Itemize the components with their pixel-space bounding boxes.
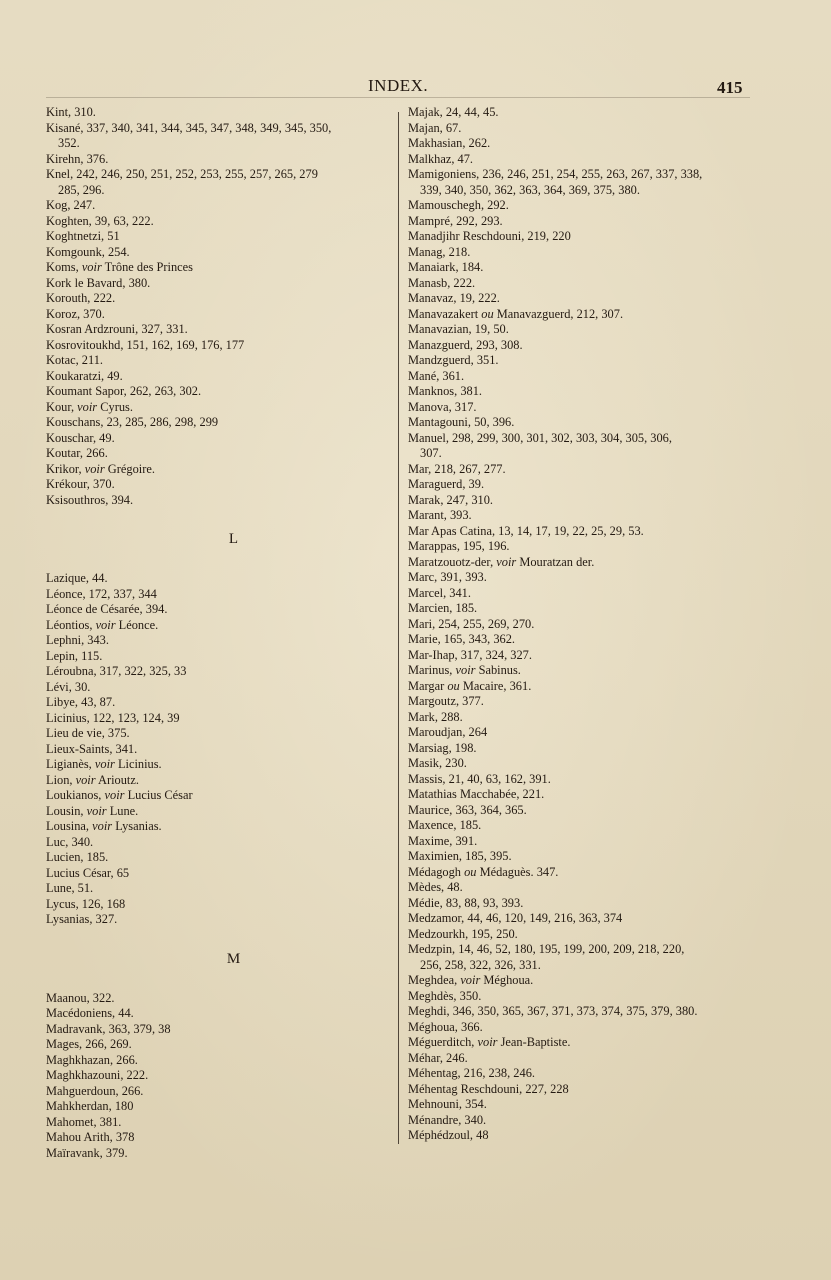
index-entry: Manuel, 298, 299, 300, 301, 302, 303, 304, 305, 306, 307. bbox=[408, 431, 753, 462]
index-entry: Lepin, 115. bbox=[46, 648, 103, 663]
index-entry: Manknos, 381. bbox=[408, 384, 482, 398]
index-entry: Koroz, 370. bbox=[46, 306, 105, 321]
cross-reference: voir bbox=[95, 617, 116, 632]
index-entry: Manasb, 222. bbox=[408, 275, 476, 290]
index-entry: Lousin, voir Lune. bbox=[46, 803, 139, 818]
index-entry: Mèdes, 48. bbox=[408, 880, 463, 894]
index-entry: Manavazian, 19, 50. bbox=[408, 322, 509, 336]
index-entry: Méhentag Reschdouni, 227, 228 bbox=[408, 1081, 569, 1096]
index-entry: Marinus, voir Sabinus. bbox=[408, 663, 521, 677]
index-entry: Manaiark, 184. bbox=[408, 260, 484, 274]
index-entry: Meghdès, 350. bbox=[408, 988, 482, 1003]
index-entry: Koghtnetzi, 51 bbox=[46, 229, 120, 243]
cross-reference: voir bbox=[84, 461, 105, 476]
index-entry: Margoutz, 377. bbox=[408, 694, 484, 708]
index-entry: Koms, voir Trône des Princes bbox=[46, 260, 193, 274]
index-group-m-continued bbox=[408, 105, 753, 1144]
cross-reference: voir bbox=[92, 819, 113, 833]
index-entry: Maroudjan, 264 bbox=[408, 725, 488, 739]
cross-reference: voir bbox=[75, 772, 96, 787]
index-entry: Korouth, 222. bbox=[46, 291, 116, 305]
index-entry: Méhentag, 216, 238, 246. bbox=[408, 1066, 535, 1080]
index-entry: Lousina, voir Lysanias. bbox=[46, 819, 162, 833]
index-entry: Ksisouthros, 394. bbox=[46, 492, 134, 507]
index-entry: Léonce, 172, 337, 344 bbox=[46, 586, 157, 601]
index-entry: Mar-Ihap, 317, 324, 327. bbox=[408, 647, 532, 662]
index-entry: Marappas, 195, 196. bbox=[408, 539, 510, 553]
cross-reference: voir bbox=[455, 663, 476, 677]
index-entry: Ménandre, 340. bbox=[408, 1112, 487, 1127]
cross-reference: voir bbox=[477, 1035, 498, 1049]
index-entry: Kouschans, 23, 285, 286, 298, 299 bbox=[46, 415, 219, 429]
index-entry: Lysanias, 327. bbox=[46, 912, 118, 926]
index-entry: Maxime, 391. bbox=[408, 833, 478, 848]
index-entry: Marant, 393. bbox=[408, 508, 472, 522]
index-entry: Marie, 165, 343, 362. bbox=[408, 632, 516, 646]
index-entry: Lion, voir Arioutz. bbox=[46, 772, 139, 787]
index-entry: Mampré, 292, 293. bbox=[408, 213, 503, 228]
index-entry: Lune, 51. bbox=[46, 881, 94, 895]
cross-reference: voir bbox=[81, 260, 102, 274]
index-entry-continuation: 307. bbox=[420, 446, 442, 460]
index-group-m bbox=[46, 991, 391, 1162]
index-entry: Massis, 21, 40, 63, 162, 391. bbox=[408, 771, 551, 786]
index-entry: Meghdi, 346, 350, 365, 367, 371, 373, 374, 375, 379, 380. bbox=[408, 1004, 698, 1018]
cross-reference: voir bbox=[496, 554, 517, 569]
index-entry: Lucien, 185. bbox=[46, 850, 109, 864]
right-column bbox=[408, 105, 753, 1144]
index-entry-continuation: 256, 258, 322, 326, 331. bbox=[420, 957, 541, 972]
index-entry: Kosran Ardzrouni, 327, 331. bbox=[46, 322, 188, 336]
index-entry-continuation: 285, 296. bbox=[58, 182, 105, 197]
index-entry: Mages, 266, 269. bbox=[46, 1037, 132, 1051]
index-entry: Kotac, 211. bbox=[46, 353, 104, 367]
index-entry: Mar Apas Catina, 13, 14, 17, 19, 22, 25, 29, 53. bbox=[408, 523, 644, 538]
index-entry: Masik, 230. bbox=[408, 756, 467, 770]
index-entry: Mari, 254, 255, 269, 270. bbox=[408, 616, 535, 631]
index-entry: Mahou Arith, 378 bbox=[46, 1130, 135, 1144]
index-entry: Krékour, 370. bbox=[46, 477, 115, 491]
index-entry: Koumant Sapor, 262, 263, 302. bbox=[46, 384, 202, 398]
page-number: 415 bbox=[717, 78, 743, 97]
index-entry: Lieux-Saints, 341. bbox=[46, 741, 138, 756]
index-entry: Makhasian, 262. bbox=[408, 136, 491, 150]
index-entry: Lazique, 44. bbox=[46, 571, 108, 585]
left-column bbox=[46, 105, 391, 1161]
index-entry: Manag, 218. bbox=[408, 244, 471, 259]
index-entry: Majan, 67. bbox=[408, 120, 462, 135]
index-entry: Maximien, 185, 395. bbox=[408, 849, 512, 863]
index-entry: Marcel, 341. bbox=[408, 585, 471, 600]
index-entry: Komgounk, 254. bbox=[46, 244, 130, 259]
index-entry: Mar, 218, 267, 277. bbox=[408, 461, 506, 476]
index-entry: Marsiag, 198. bbox=[408, 740, 477, 755]
index-entry: Koukaratzi, 49. bbox=[46, 368, 123, 383]
index-entry: Kint, 310. bbox=[46, 105, 96, 119]
index-entry: Macédoniens, 44. bbox=[46, 1006, 134, 1020]
section-letter-l: L bbox=[228, 531, 239, 547]
index-entry: Kirehn, 376. bbox=[46, 151, 109, 166]
index-entry: Maïravank, 379. bbox=[46, 1145, 128, 1160]
index-entry: Knel, 242, 246, 250, 251, 252, 253, 255, 257, 265, 279 285, 296. bbox=[46, 167, 391, 198]
index-entry: Mamigoniens, 236, 246, 251, 254, 255, 263, 267, 337, 338, 339, 340, 350, 362, 363, 364, 369, 375, 380. bbox=[408, 167, 753, 198]
index-entry: Loukianos, voir Lucius César bbox=[46, 788, 193, 802]
page-title: INDEX. bbox=[368, 76, 429, 95]
index-entry: Kork le Bavard, 380. bbox=[46, 275, 151, 290]
index-entry: Kouschar, 49. bbox=[46, 430, 115, 445]
index-entry: Mamouschegh, 292. bbox=[408, 198, 509, 212]
index-entry: Lycus, 126, 168 bbox=[46, 896, 126, 911]
index-entry: Mahomet, 381. bbox=[46, 1114, 122, 1129]
index-entry: Léontios, voir Léonce. bbox=[46, 617, 159, 632]
column-divider bbox=[398, 112, 399, 1144]
cross-reference: voir bbox=[86, 803, 107, 818]
index-entry: Mark, 288. bbox=[408, 709, 463, 724]
index-entry: Medzamor, 44, 46, 120, 149, 216, 363, 374 bbox=[408, 911, 623, 925]
index-entry: Mahguerdoun, 266. bbox=[46, 1083, 144, 1098]
index-entry: Margar ou Macaire, 361. bbox=[408, 678, 532, 693]
index-entry: Mantagouni, 50, 396. bbox=[408, 415, 515, 429]
index-entry: Medzpin, 14, 46, 52, 180, 195, 199, 200, 209, 218, 220, 256, 258, 322, 326, 331. bbox=[408, 942, 753, 973]
index-entry: Manavaz, 19, 222. bbox=[408, 291, 500, 305]
index-entry-continuation: 352. bbox=[58, 136, 80, 150]
index-entry: Méhar, 246. bbox=[408, 1050, 468, 1065]
cross-reference: ou bbox=[481, 306, 494, 321]
index-entry: Maghkhazan, 266. bbox=[46, 1052, 138, 1067]
index-entry: Mandzguerd, 351. bbox=[408, 353, 499, 367]
index-entry: Lévi, 30. bbox=[46, 679, 91, 694]
index-entry: Manadjihr Reschdouni, 219, 220 bbox=[408, 229, 571, 243]
index-entry: Malkhaz, 47. bbox=[408, 151, 474, 166]
index-entry: Lieu de vie, 375. bbox=[46, 726, 130, 740]
index-entry: Licinius, 122, 123, 124, 39 bbox=[46, 710, 180, 725]
index-entry: Libye, 43, 87. bbox=[46, 695, 116, 709]
index-entry: Maurice, 363, 364, 365. bbox=[408, 802, 527, 817]
index-entry: Marak, 247, 310. bbox=[408, 492, 493, 507]
index-entry: Méguerditch, voir Jean-Baptiste. bbox=[408, 1035, 571, 1049]
index-entry: Koghten, 39, 63, 222. bbox=[46, 213, 154, 228]
header-rule bbox=[46, 97, 750, 98]
index-entry: Méphédzoul, 48 bbox=[408, 1128, 489, 1142]
index-entry: Marcien, 185. bbox=[408, 601, 478, 615]
cross-reference: ou bbox=[464, 864, 477, 879]
index-entry: Kog, 247. bbox=[46, 198, 96, 212]
index-entry: Matathias Macchabée, 221. bbox=[408, 787, 545, 801]
index-entry: Kour, voir Cyrus. bbox=[46, 399, 133, 414]
cross-reference: voir bbox=[460, 973, 481, 987]
index-entry: Léroubna, 317, 322, 325, 33 bbox=[46, 664, 187, 678]
index-entry: Kisané, 337, 340, 341, 344, 345, 347, 348, 349, 345, 350, 352. bbox=[46, 121, 391, 152]
index-entry: Majak, 24, 44, 45. bbox=[408, 105, 499, 119]
cross-reference: ou bbox=[447, 678, 460, 693]
index-entry: Maratzouotz-der, voir Mouratzan der. bbox=[408, 554, 595, 569]
index-entry: Marc, 391, 393. bbox=[408, 570, 487, 584]
index-entry: Lucius César, 65 bbox=[46, 865, 130, 880]
index-entry: Meghdea, voir Méghoua. bbox=[408, 973, 534, 987]
index-entry: Léonce de Césarée, 394. bbox=[46, 602, 168, 616]
index-entry: Mahkherdan, 180 bbox=[46, 1099, 134, 1113]
index-entry: Mané, 361. bbox=[408, 368, 465, 383]
index-entry: Luc, 340. bbox=[46, 834, 94, 849]
index-entry: Médie, 83, 88, 93, 393. bbox=[408, 895, 524, 910]
index-entry-continuation: 339, 340, 350, 362, 363, 364, 369, 375, 380. bbox=[420, 182, 640, 197]
index-group-k bbox=[46, 105, 391, 508]
index-entry: Maanou, 322. bbox=[46, 990, 115, 1005]
index-entry: Lephni, 343. bbox=[46, 633, 109, 647]
index-entry: Mehnouni, 354. bbox=[408, 1097, 487, 1111]
index-entry: Manavazakert ou Manavazguerd, 212, 307. bbox=[408, 306, 624, 321]
index-entry: Méghoua, 366. bbox=[408, 1019, 483, 1034]
cross-reference: voir bbox=[77, 399, 98, 414]
cross-reference: voir bbox=[94, 757, 115, 771]
index-entry: Maraguerd, 39. bbox=[408, 477, 485, 491]
index-entry: Médagogh ou Médaguès. 347. bbox=[408, 864, 559, 879]
index-entry: Ligianès, voir Licinius. bbox=[46, 757, 162, 771]
index-entry: Manazguerd, 293, 308. bbox=[408, 337, 523, 352]
section-letter-m: M bbox=[226, 950, 241, 967]
index-entry: Madravank, 363, 379, 38 bbox=[46, 1021, 171, 1036]
index-group-l bbox=[46, 571, 391, 928]
cross-reference: voir bbox=[104, 788, 125, 802]
index-entry: Kosrovitoukhd, 151, 162, 169, 176, 177 bbox=[46, 337, 245, 352]
index-entry: Manova, 317. bbox=[408, 399, 477, 414]
index-entry: Maghkhazouni, 222. bbox=[46, 1068, 149, 1082]
index-entry: Maxence, 185. bbox=[408, 818, 482, 832]
index-entry: Koutar, 266. bbox=[46, 446, 108, 460]
index-entry: Medzourkh, 195, 250. bbox=[408, 926, 518, 941]
index-entry: Krikor, voir Grégoire. bbox=[46, 461, 155, 476]
